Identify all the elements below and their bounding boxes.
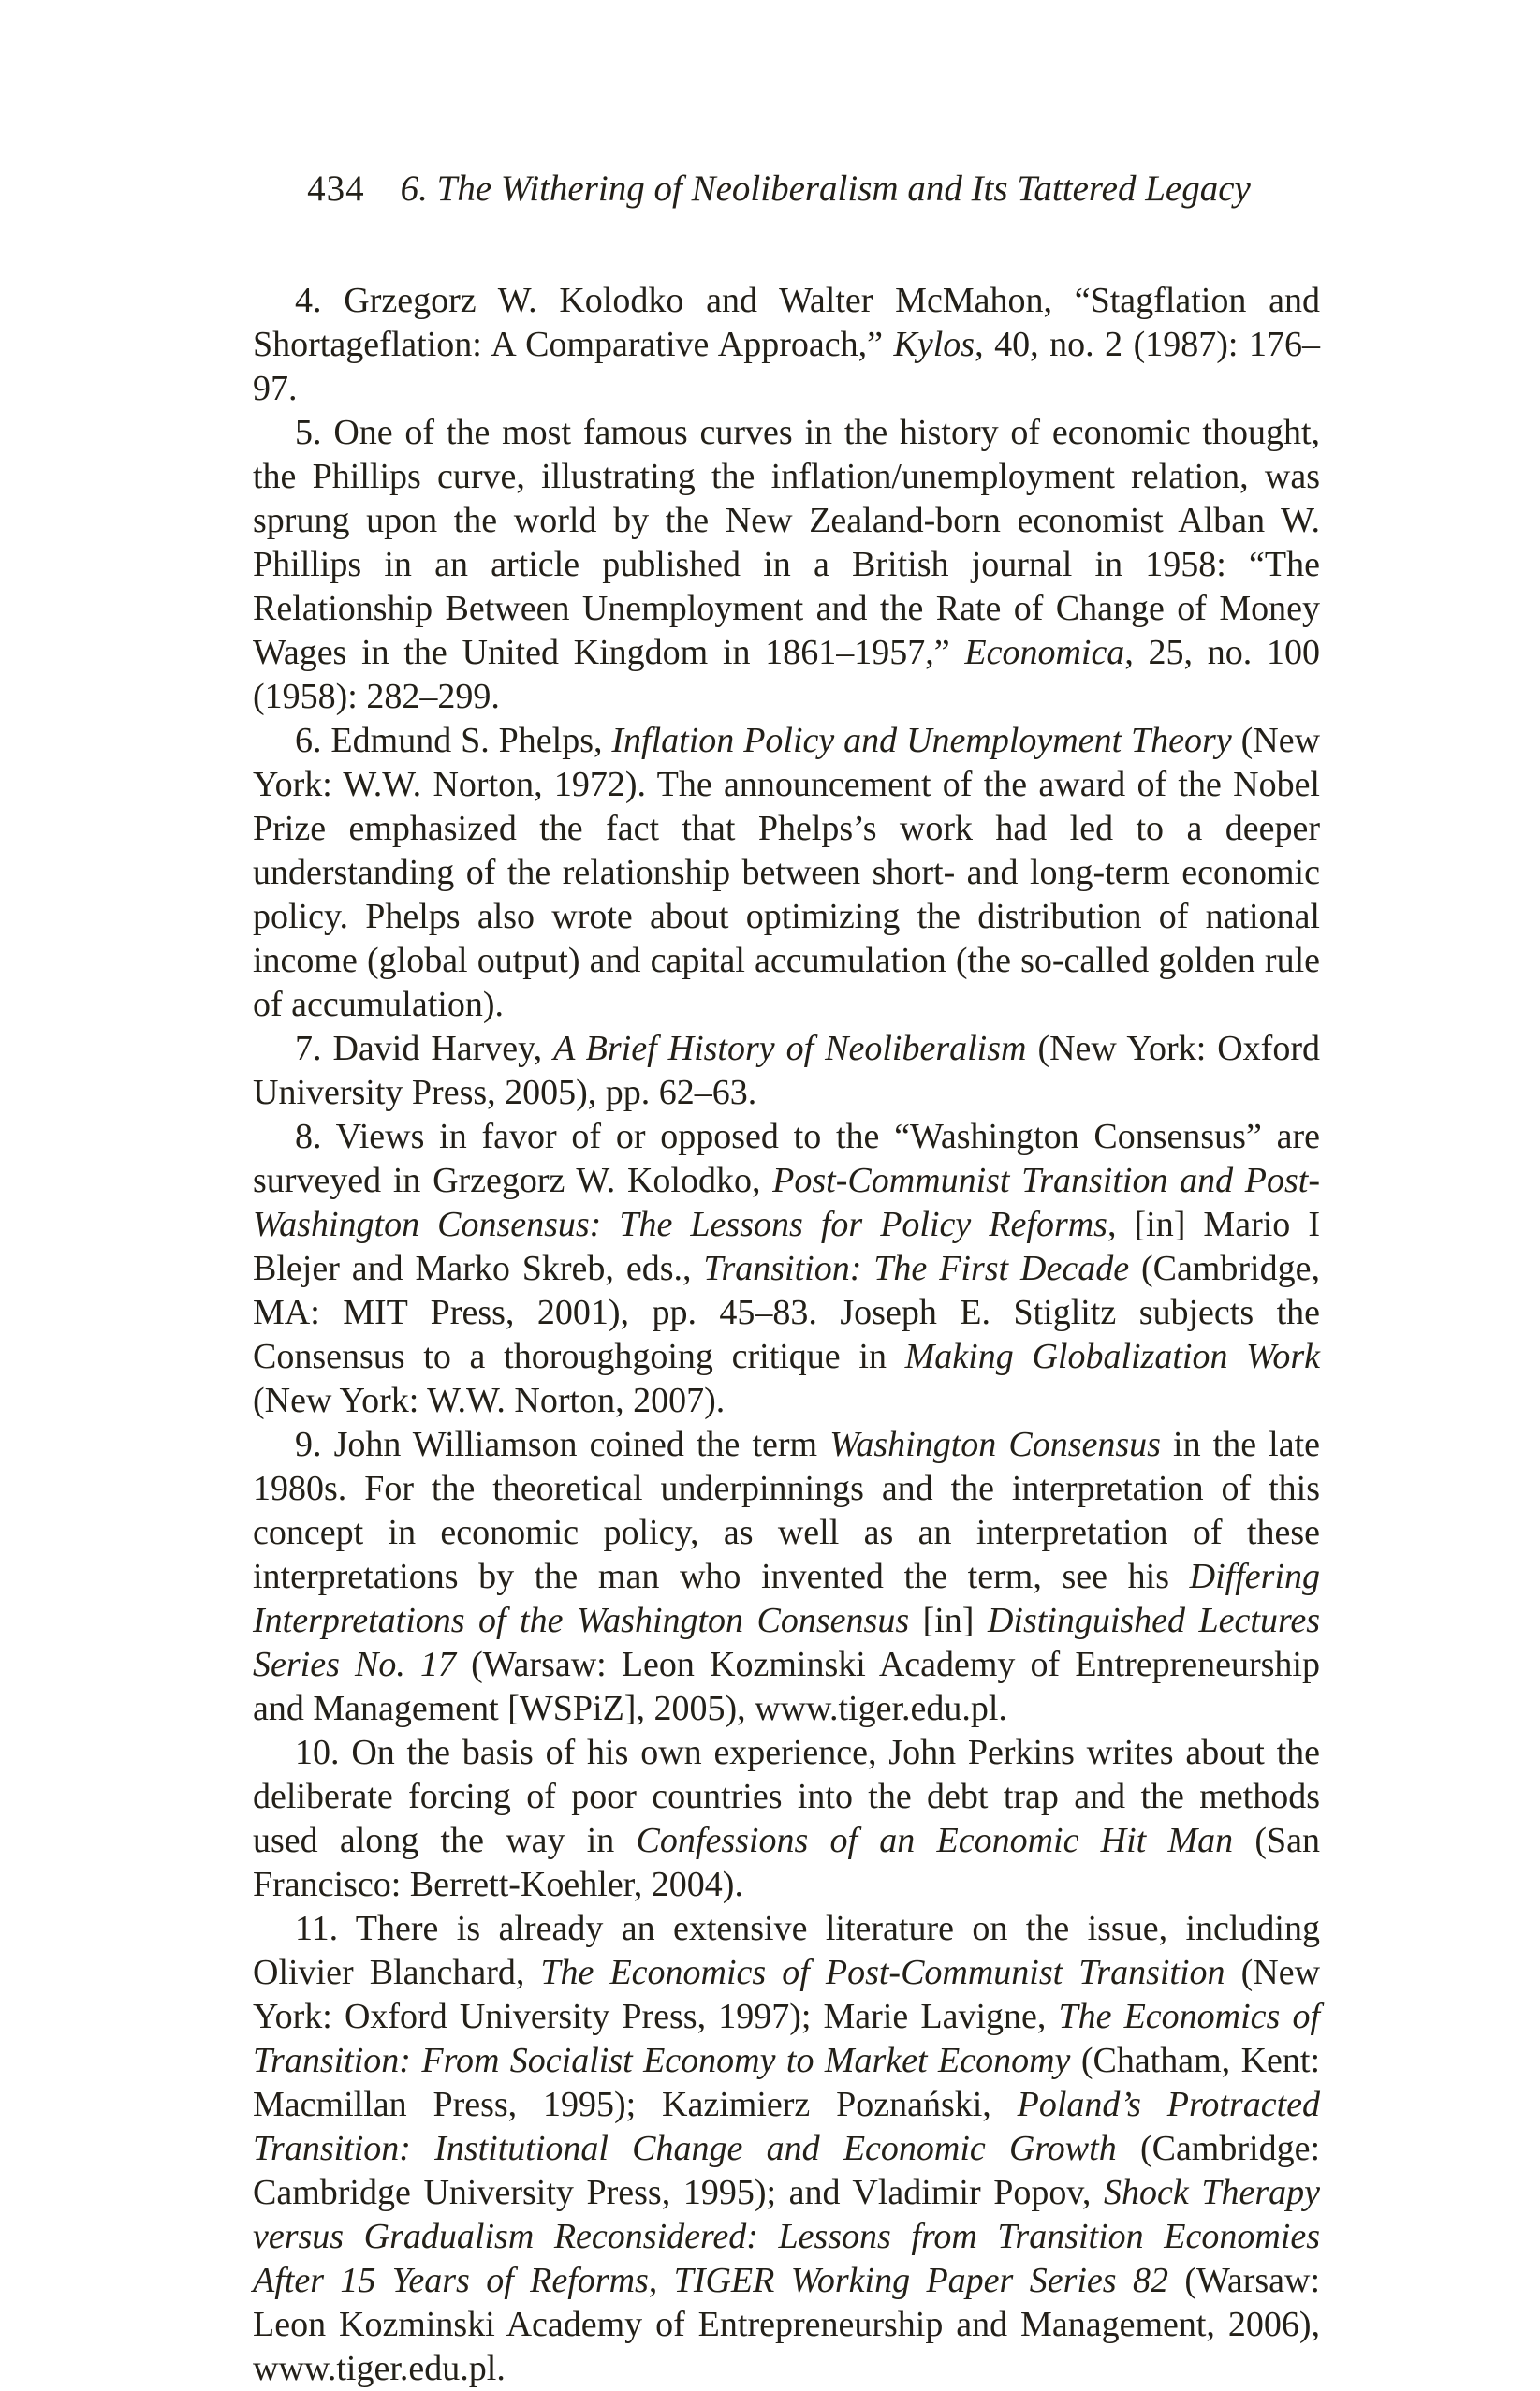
note-text: (New York: Oxford University Press, 1997); Marie Lavigne, [253,1953,1321,2036]
work-title-italic: Confessions of an Economic Hit Man [636,1821,1234,1860]
work-title-italic: Inflation Policy and Unemployment Theory [611,721,1232,760]
endnote-11 [253,1907,1320,2391]
notes-list [253,279,1320,2391]
note-number: 6. [295,721,331,760]
note-text: (New York: W.W. Norton, 2007). [253,1381,726,1420]
note-text: John Williamson coined the term [333,1425,830,1464]
note-text: (New York: W.W. Norton, 1972). The announcement of the award of the Nobel Prize emphasized the fact that Phelps’s work had led to a deeper understanding of the relationship between short- and long-term economic policy. Phelps also wrote about optimizing the distribution of national income (global output) and capital accumulation (the so-called golden rule of accumulation). [253,721,1321,1024]
note-text: (Warsaw: Leon Kozminski Academy of Entrepreneurship and Management, 2006), www.tiger.edu.pl. [253,2261,1321,2388]
page-number: 434 [307,169,365,209]
note-number: 5. [295,413,334,452]
work-title-italic: Making Globalization Work [904,1337,1320,1376]
work-title-italic: Shock Therapy versus Gradualism Reconsidered: Lessons from Transition Economies After 15 Years of Reforms, TIGER Working Paper Series 82 [253,2173,1320,2300]
work-title-italic: Transition: The First Decade [703,1249,1130,1288]
endnote-6 [253,719,1320,1027]
endnote-7 [253,1027,1320,1115]
running-head [236,169,1322,210]
note-text: (San Francisco: Berrett-Koehler, 2004). [253,1821,1321,1904]
work-title-italic: A Brief History of Neoliberalism [553,1029,1027,1068]
endnote-9 [253,1423,1320,1731]
note-text: (Cambridge: Cambridge University Press, 1995); and Vladimir Popov, [253,2129,1320,2212]
note-number: 11. [295,1909,356,1948]
note-text: , [in] Mario I Blejer and Marko Skreb, eds., [253,1205,1320,1288]
note-text: Edmund S. Phelps, [330,721,612,760]
note-number: 7. [295,1029,333,1068]
note-number: 10. [295,1733,352,1772]
note-text: Views in favor of or opposed to the “Washington Consensus” are surveyed in Grzegorz W. Kolodko, [253,1117,1320,1200]
work-title-italic: Kylos [893,325,975,364]
note-text: Grzegorz W. Kolodko and Walter McMahon, “Stagflation and Shortageflation: A Comparative Approach,” [253,281,1321,364]
work-title-italic: Post-Communist Transition and Post-Washington Consensus: The Lessons for Policy Reforms [253,1161,1320,1244]
note-number: 8. [295,1117,336,1156]
work-title-italic: The Economics of Post-Communist Transition [540,1953,1225,1992]
endnote-4 [253,279,1320,411]
note-text: One of the most famous curves in the history of economic thought, the Phillips curve, illustrating the inflation/unemployment relation, was sprung upon the world by the New Zealand-born economist Alban W. Phillips in an article published in a British journal in 1958: “The Relationship Between Unemployment and the Rate of Change of Money Wages in the United Kingdom in 1861–1957,” [253,413,1321,672]
work-title-italic: Differing Interpretations of the Washington Consensus [253,1557,1320,1640]
note-text: (New York: Oxford University Press, 2005), pp. 62–63. [253,1029,1320,1112]
endnote-10 [253,1731,1320,1907]
note-text: On the basis of his own experience, John Perkins writes about the deliberate forcing of poor countries into the debt trap and the methods used along the way in [253,1733,1321,1860]
note-text: , 40, no. 2 (1987): 176–97. [253,325,1320,408]
note-text: in the late 1980s. For the theoretical underpinnings and the interpretation of this concept in economic policy, as well as an interpretation of these interpretations by the man who invented the term, see his [253,1425,1320,1596]
chapter-title: 6. The Withering of Neoliberalism and Its Tattered Legacy [400,169,1251,209]
note-text: , 25, no. 100 (1958): 282–299. [253,633,1321,716]
note-text: David Harvey, [332,1029,554,1068]
note-text: (Cambridge, MA: MIT Press, 2001), pp. 45–83. Joseph E. Stiglitz subjects the Consensus to a thoroughgoing critique in [253,1249,1320,1376]
note-text: (Chatham, Kent: Macmillan Press, 1995); Kazimierz Poznański, [253,2041,1321,2124]
work-title-italic: Economica [964,633,1125,672]
endnote-5 [253,411,1320,719]
note-text: There is already an extensive literature on the issue, including Olivier Blanchard, [253,1909,1320,1992]
note-number: 4. [295,281,345,320]
note-number: 9. [295,1425,334,1464]
work-title-italic: Washington Consensus [829,1425,1161,1464]
endnote-8 [253,1115,1320,1423]
work-title-italic: Poland’s Protracted Transition: Institutional Change and Economic Growth [253,2085,1320,2168]
note-text: (Warsaw: Leon Kozminski Academy of Entrepreneurship and Management [WSPiZ], 2005), www.tiger.edu.pl. [253,1645,1320,1728]
note-text: [in] [909,1601,988,1640]
work-title-italic: Distinguished Lectures Series No. 17 [253,1601,1320,1684]
work-title-italic: The Economics of Transition: From Socialist Economy to Market Economy [253,1997,1320,2080]
